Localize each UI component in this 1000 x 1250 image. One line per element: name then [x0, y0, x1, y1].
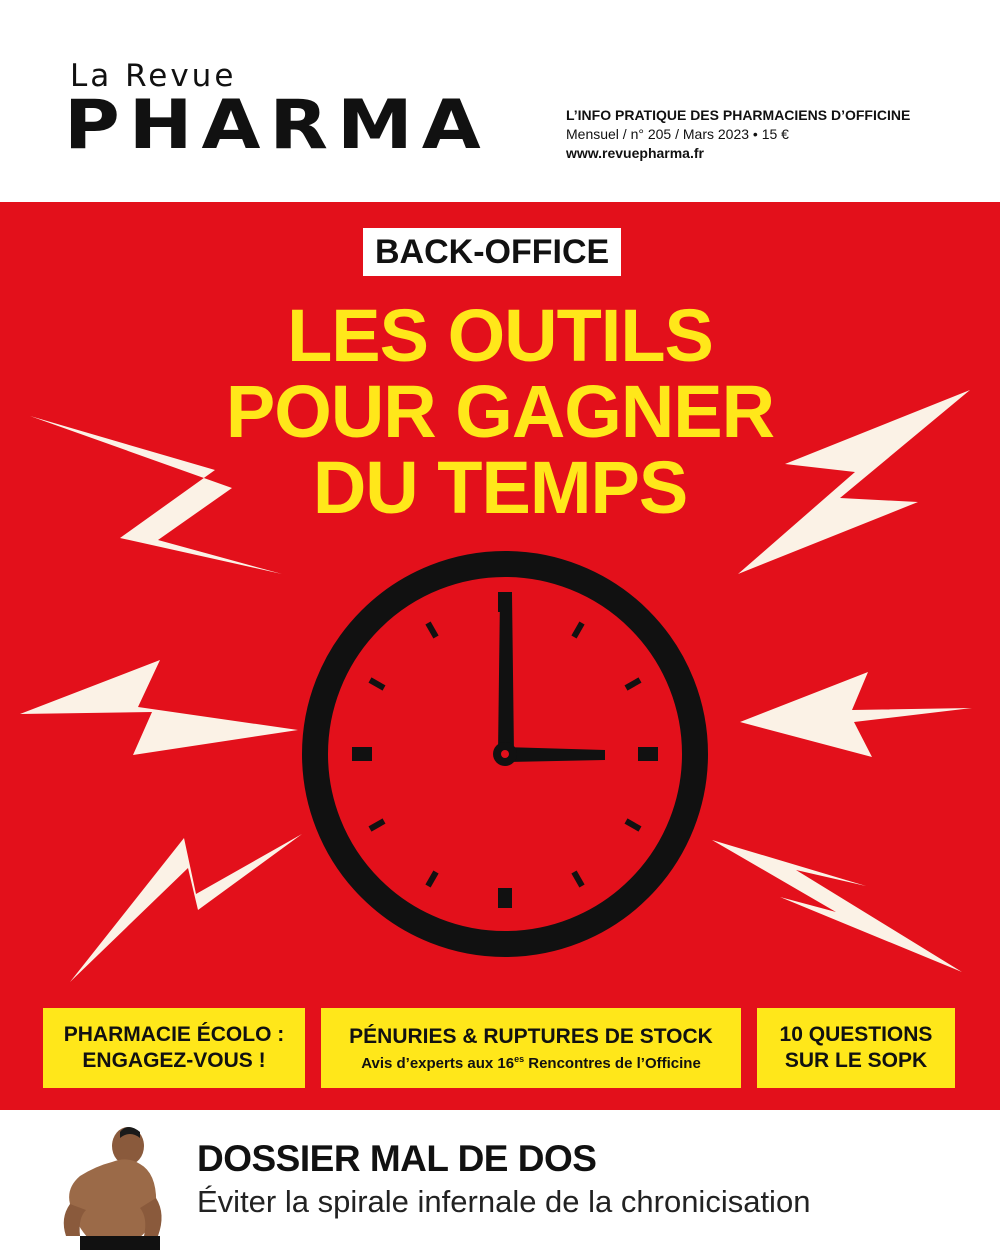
tagline-block	[566, 106, 910, 163]
teaser-line: ENGAGEZ-VOUS !	[82, 1049, 266, 1072]
teaser-subline-text: Rencontres de l’Officine	[524, 1054, 701, 1072]
cover-area	[0, 202, 1000, 1110]
masthead	[0, 0, 1000, 202]
teaser-shortages	[321, 1008, 741, 1088]
back-pain-photo	[40, 1118, 170, 1250]
issue-info: Mensuel / n° 205 / Mars 2023 • 15 €	[566, 126, 789, 142]
headline-line: POUR GAGNER	[225, 370, 775, 453]
tagline-subtitle: L’INFO PRATIQUE DES PHARMACIENS D’OFFICINE	[566, 107, 911, 123]
website-url: www.revuepharma.fr	[566, 145, 704, 161]
teaser-line: SUR LE SOPK	[784, 1049, 928, 1072]
brand-prefix: La Revue	[70, 58, 237, 94]
teaser-ecology	[43, 1008, 305, 1088]
lightning-bolt-icon	[712, 840, 962, 972]
teaser-subline	[361, 1050, 701, 1073]
lightning-bolt-icon	[740, 672, 972, 757]
headline-line: LES OUTILS	[287, 294, 713, 377]
cover-headline	[0, 294, 1000, 529]
feature-subtitle: Éviter la spirale infernale de la chronicisation	[197, 1184, 811, 1219]
teaser-line: PHARMACIE ÉCOLO :	[63, 1023, 285, 1046]
lightning-bolt-icon	[70, 834, 302, 982]
teaser-subline-text: Avis d’experts aux 16	[361, 1054, 515, 1072]
clock-icon	[315, 564, 695, 944]
feature-title: DOSSIER MAL DE DOS	[197, 1138, 597, 1179]
brand-logo: PHARMA	[64, 86, 490, 165]
headline-line: DU TEMPS	[312, 446, 688, 529]
teaser-line: PÉNURIES & RUPTURES DE STOCK	[349, 1024, 713, 1048]
footer-feature	[0, 1110, 1000, 1250]
teaser-superscript: es	[514, 1053, 525, 1064]
teaser-sopk	[757, 1008, 955, 1088]
lightning-bolt-icon	[20, 660, 298, 755]
teaser-line: 10 QUESTIONS	[779, 1023, 933, 1046]
section-kicker: BACK-OFFICE	[363, 228, 621, 276]
